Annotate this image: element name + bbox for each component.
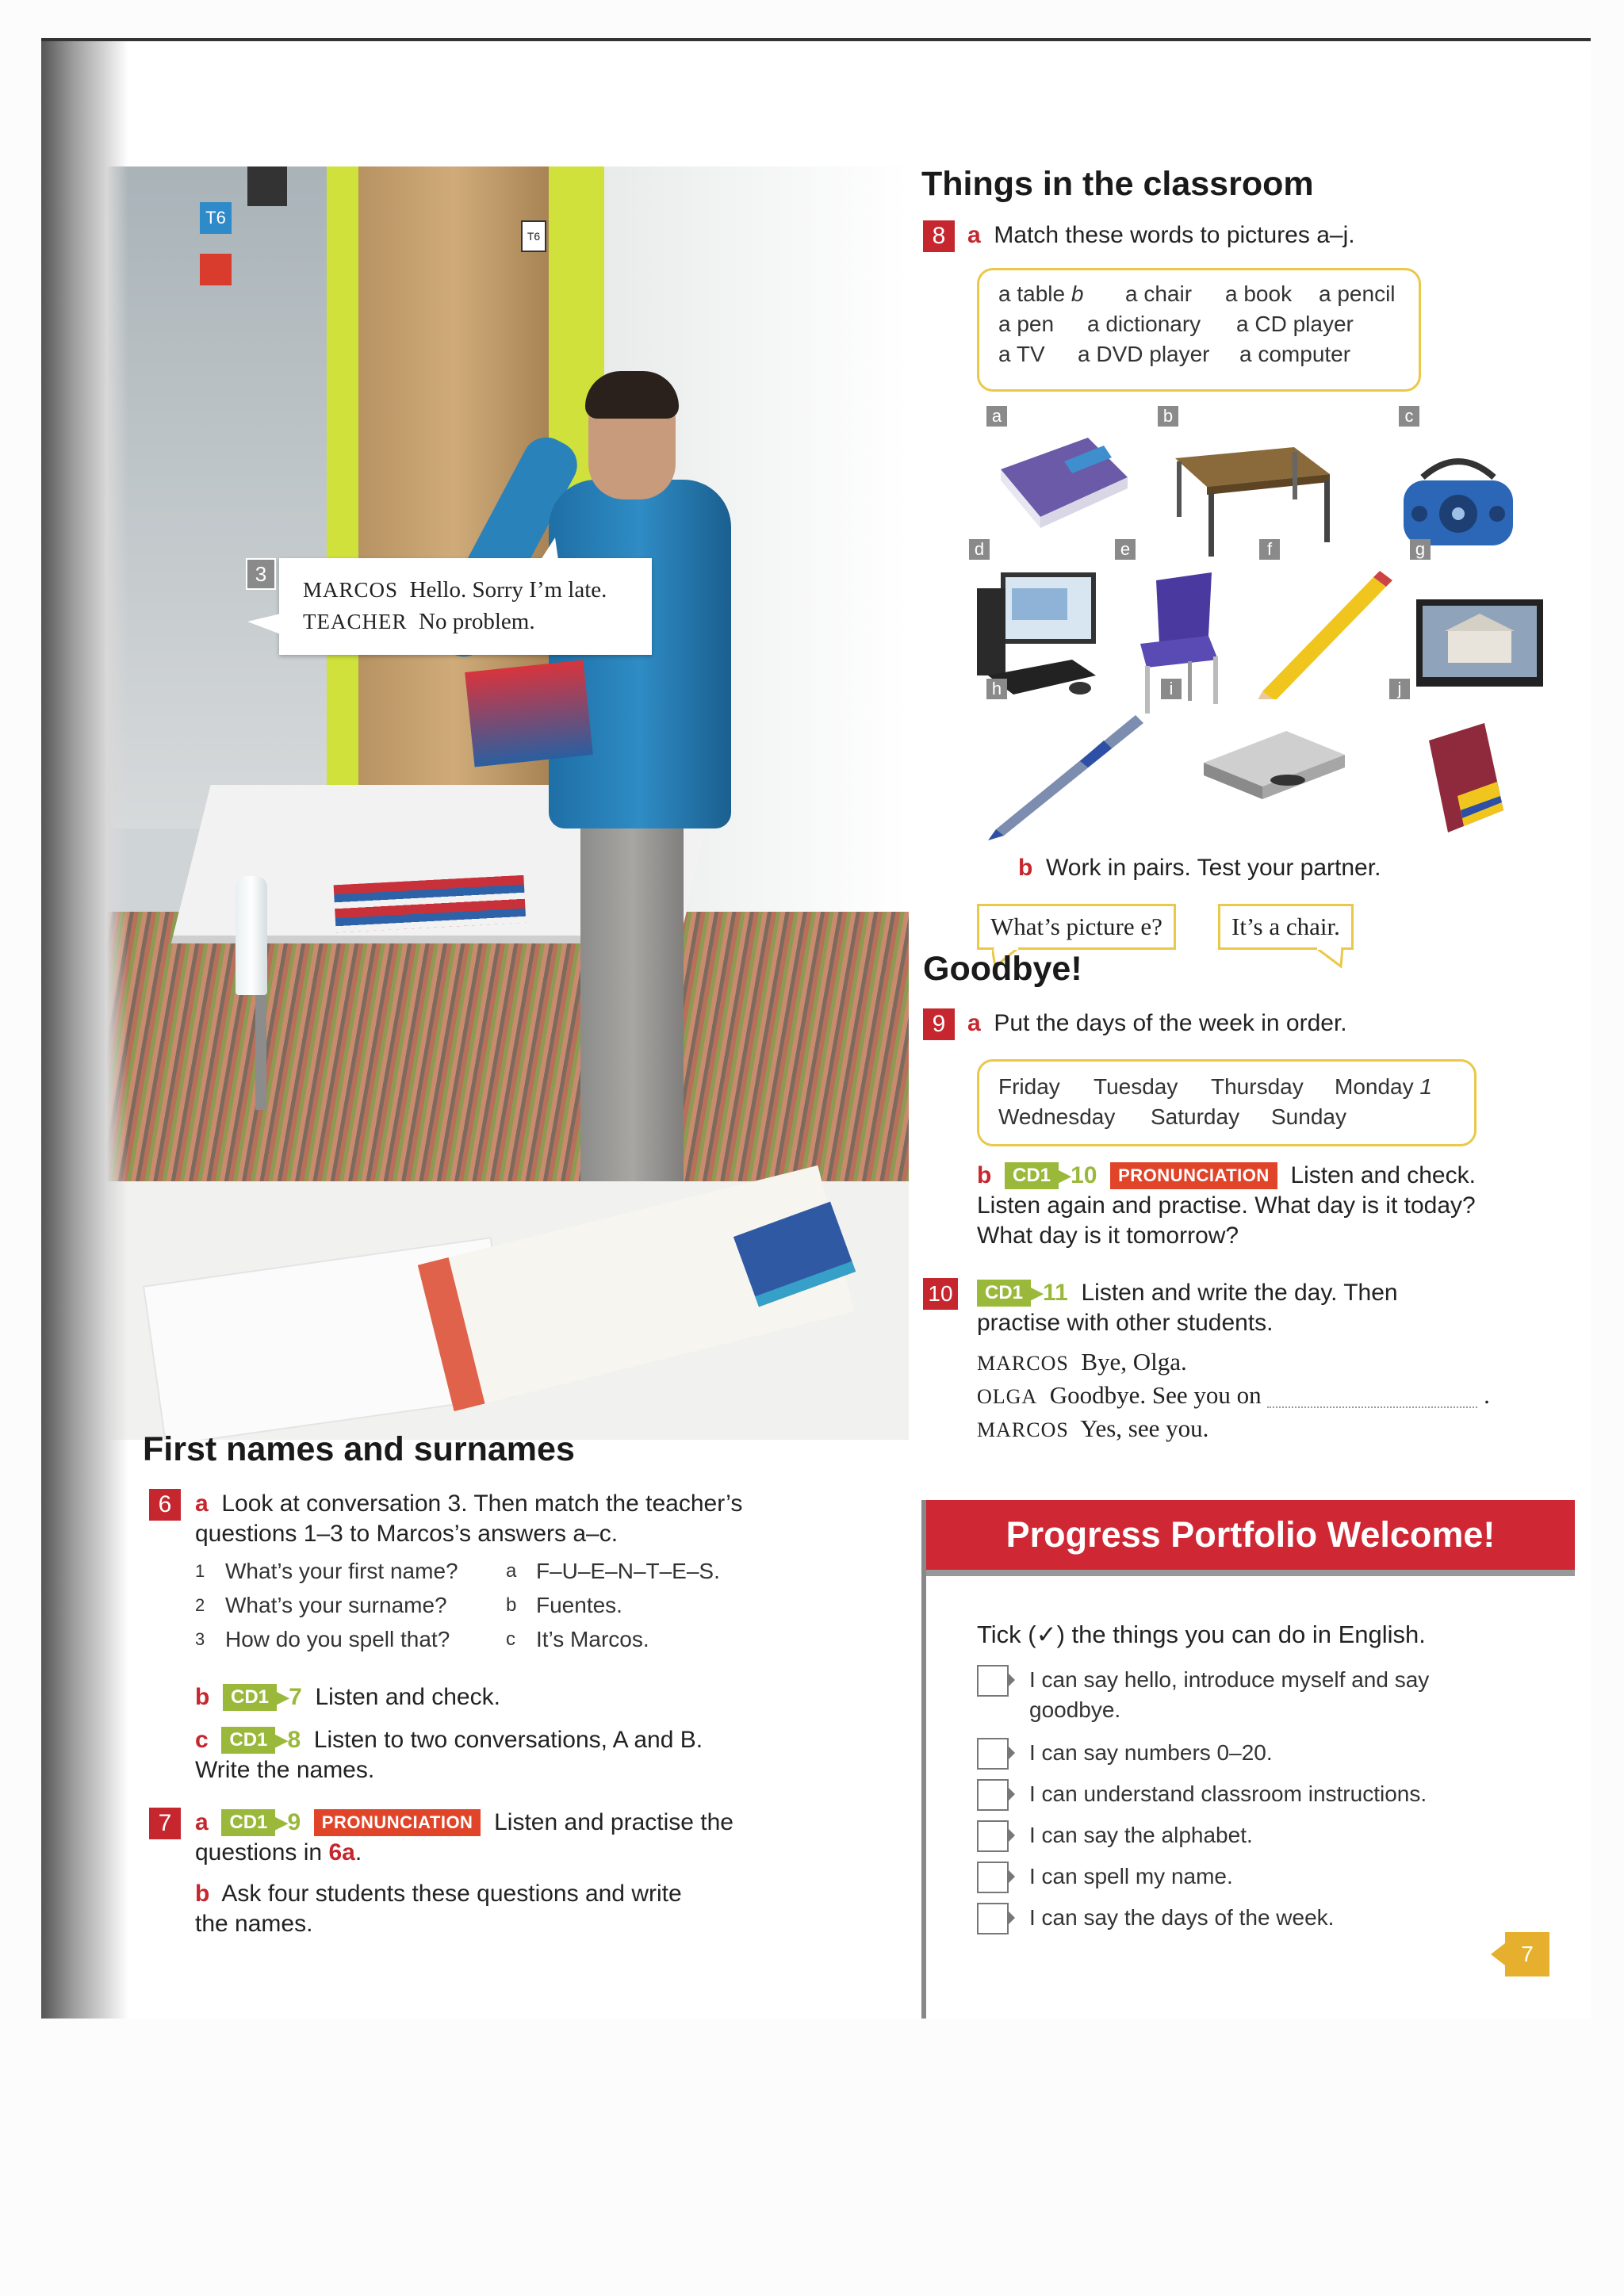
play-icon: ▸ <box>275 1727 288 1753</box>
day-item: Sunday <box>1271 1104 1346 1129</box>
speech-bubble-conversation-3 <box>279 558 652 655</box>
exercise-6c: c CD1 ▸8 Listen to two conversations, A and B. Write the names. <box>195 1727 703 1783</box>
section-heading-names: First names and surnames <box>143 1430 575 1468</box>
table-picture <box>1159 427 1342 561</box>
door-sign: T6 <box>521 220 546 252</box>
exercise-10: CD1 ▸11 Listen and write the day. Then practise with other students. <box>977 1280 1398 1336</box>
exercise-9b: b CD1 ▸10 PRONUNCIATION Listen and check. Listen again and practise. What day is it today? What day is it tomorrow? <box>977 1162 1476 1249</box>
picture-label: f <box>1259 539 1280 560</box>
section-heading-classroom: Things in the classroom <box>921 165 1314 203</box>
room-sign: T6 <box>200 202 232 234</box>
exercise-8a: a Match these words to pictures a–j. <box>967 222 1355 248</box>
conversation-number: 3 <box>246 558 276 590</box>
play-icon: ▸ <box>1031 1280 1044 1306</box>
picture-label: c <box>1399 406 1419 427</box>
exercise-7a: a CD1 ▸9 PRONUNCIATION Listen and practise the questions in 6a. <box>195 1809 733 1866</box>
play-icon: ▸ <box>1059 1162 1071 1188</box>
speech-bubble-answer: It’s a chair. <box>1218 904 1354 950</box>
ceiling-vent <box>247 166 287 206</box>
speaker-name: MARCOS <box>303 578 399 602</box>
books-in-hand <box>465 660 593 767</box>
water-bottle <box>236 876 267 995</box>
picture-label: e <box>1115 539 1136 560</box>
book-stack <box>334 875 527 932</box>
pen-picture <box>985 699 1159 842</box>
checkbox[interactable] <box>977 1665 1009 1697</box>
day-item: Friday <box>998 1074 1060 1099</box>
cd-badge: CD1 <box>977 1280 1031 1307</box>
picture-label: h <box>986 679 1007 699</box>
dialogue-line: OLGA Goodbye. See you on . <box>977 1381 1490 1409</box>
match-row: 1 What’s your first name? a F–U–E–N–T–E–S. <box>195 1559 720 1583</box>
cd-badge: CD1 <box>223 1684 277 1711</box>
exercise-number-10: 10 <box>923 1278 958 1310</box>
red-notice <box>200 254 232 285</box>
exercise-6a: a Look at conversation 3. Then match the teacher’s questions 1–3 to Marcos’s answers a–c. <box>195 1490 743 1547</box>
track-number: 11 <box>1043 1280 1068 1306</box>
exercise-number-8: 8 <box>923 220 955 252</box>
picture-label: a <box>986 406 1007 427</box>
pronunciation-badge: PRONUNCIATION <box>314 1809 481 1836</box>
speaker-name: TEACHER <box>303 610 408 633</box>
day-item: Saturday <box>1151 1104 1240 1129</box>
picture-label: g <box>1410 539 1431 560</box>
word-item: a CD player <box>1236 312 1354 336</box>
answer-blank[interactable] <box>1267 1406 1477 1408</box>
book-picture <box>993 422 1136 533</box>
word-item: a chair <box>1125 281 1193 306</box>
word-item: a book <box>1225 281 1293 306</box>
exercise-number-9: 9 <box>923 1008 955 1040</box>
track-number: 8 <box>287 1727 301 1753</box>
dictionary-picture <box>1421 723 1508 842</box>
word-item: a DVD player <box>1078 342 1210 366</box>
match-row: 3 How do you spell that? c It’s Marcos. <box>195 1627 649 1651</box>
checkbox[interactable] <box>977 1738 1009 1770</box>
pronunciation-badge: PRONUNCIATION <box>1110 1162 1277 1189</box>
picture-label: b <box>1158 406 1178 427</box>
track-number: 10 <box>1071 1162 1097 1188</box>
exercise-number-6: 6 <box>149 1489 181 1521</box>
dialogue-line <box>303 577 607 603</box>
day-item: Wednesday <box>998 1104 1116 1129</box>
checkbox[interactable] <box>977 1820 1009 1852</box>
word-item: a table b <box>998 281 1084 306</box>
word-item: a TV <box>998 342 1045 366</box>
teacher-legs <box>580 801 684 1237</box>
exercise-6b: b CD1 ▸7 Listen and check. <box>195 1684 500 1710</box>
word-item: a dictionary <box>1087 312 1201 336</box>
day-item: Monday 1 <box>1335 1074 1432 1099</box>
checkbox[interactable] <box>977 1779 1009 1811</box>
picture-label: i <box>1161 679 1182 699</box>
track-number: 9 <box>287 1809 301 1835</box>
word-item: a pencil <box>1319 281 1396 306</box>
cd-badge: CD1 <box>221 1809 275 1836</box>
track-number: 7 <box>289 1684 302 1710</box>
exercise-7b: b Ask four students these questions and write the names. <box>195 1881 682 1937</box>
teacher-hair <box>585 371 679 419</box>
dialogue-goodbye <box>977 1346 1490 1446</box>
pencil-picture <box>1254 564 1397 699</box>
bubble-tail <box>1316 947 1347 968</box>
word-box-days <box>977 1059 1477 1146</box>
play-icon: ▸ <box>277 1684 289 1710</box>
day-item: Tuesday <box>1094 1074 1178 1099</box>
word-item: a computer <box>1239 342 1351 366</box>
book-spine-shadow <box>41 41 128 2019</box>
portfolio-title: Progress Portfolio Welcome! <box>926 1500 1575 1570</box>
line-text: No problem. <box>419 609 535 634</box>
play-icon: ▸ <box>275 1809 288 1835</box>
exercise-9a: a Put the days of the week in order. <box>967 1010 1347 1036</box>
classroom-photo <box>81 166 909 1440</box>
exercise-number-7: 7 <box>149 1808 181 1839</box>
page-number: 7 <box>1505 1932 1549 1976</box>
speech-bubble-question: What’s picture e? <box>977 904 1176 950</box>
line-text: Hello. Sorry I’m late. <box>409 577 607 603</box>
exercise-8b: b Work in pairs. Test your partner. <box>1018 855 1381 881</box>
checkbox[interactable] <box>977 1862 1009 1893</box>
word-box-classroom <box>977 268 1421 392</box>
picture-label: d <box>969 539 990 560</box>
dialogue-line: MARCOS Bye, Olga. <box>977 1348 1187 1376</box>
picture-label: j <box>1389 679 1410 699</box>
textbook-page <box>41 38 1591 2019</box>
cd-badge: CD1 <box>221 1727 275 1754</box>
section-heading-goodbye: Goodbye! <box>923 950 1082 988</box>
match-row: 2 What’s your surname? b Fuentes. <box>195 1593 622 1617</box>
day-item: Thursday <box>1211 1074 1304 1099</box>
progress-portfolio: Progress Portfolio Welcome! Tick (✓) the things you can do in English. I can say hello, introduce myself and say goodbye. I can say numbers 0–20. I can understand classroom instructions. I can say the alphabet. I can spell my name. I can say the days of the week. <box>921 1500 1575 2019</box>
checkbox[interactable] <box>977 1903 1009 1934</box>
dvd-player-picture <box>1199 723 1350 810</box>
portfolio-intro: Tick (✓) the things you can do in English. <box>977 1621 1426 1648</box>
dialogue-line: MARCOS Yes, see you. <box>977 1414 1209 1442</box>
word-item: a pen <box>998 312 1055 336</box>
cd-badge: CD1 <box>1005 1162 1059 1189</box>
dialogue-line <box>303 609 535 635</box>
match-table <box>195 1554 845 1656</box>
tv-picture <box>1413 596 1548 699</box>
